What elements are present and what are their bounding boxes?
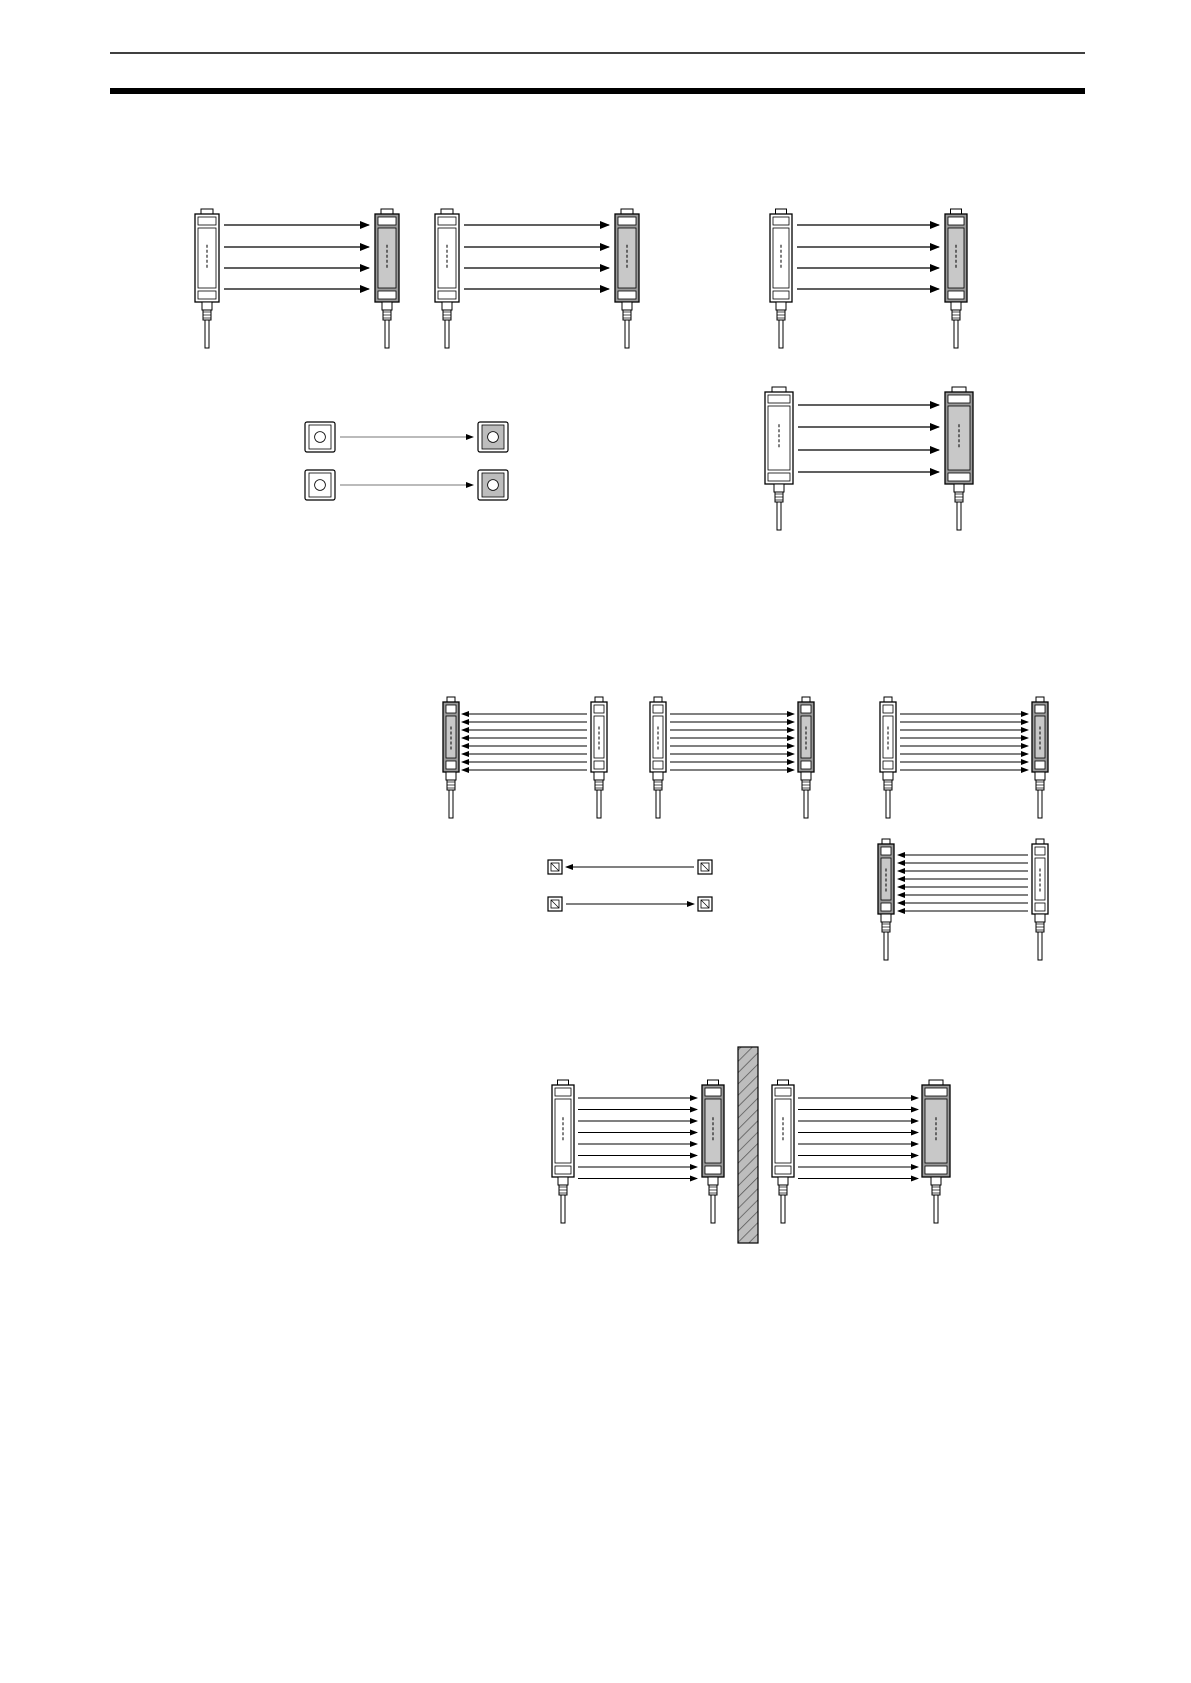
beams-lower <box>798 405 939 472</box>
separator-wall <box>738 1047 758 1243</box>
receiver-unit-b <box>615 209 639 348</box>
fig-2-two-sets-stacked <box>765 209 973 530</box>
beams-set-b <box>464 225 609 289</box>
receiver-stack-lower <box>878 839 894 960</box>
beams-pair-2 <box>670 714 794 770</box>
emitter-lower <box>765 387 793 530</box>
beams-wall-right <box>798 1098 918 1179</box>
fig-1-top-view <box>305 422 508 500</box>
fig-5-wall-separated <box>552 1047 950 1243</box>
receiver-wall-left <box>702 1080 724 1223</box>
fig-3-top-view <box>548 860 712 911</box>
fig-1-two-sets-parallel <box>195 209 639 348</box>
top-emitter-a <box>305 422 335 452</box>
receiver-wall-right <box>922 1080 950 1223</box>
top-receiver-a <box>478 422 508 452</box>
emitter-unit-a <box>195 209 219 348</box>
beams-pair-1 <box>462 714 587 770</box>
receiver-stack-upper <box>1032 697 1048 818</box>
emitter-wall-right <box>772 1080 794 1223</box>
beams-upper <box>797 225 939 289</box>
top-emitter-b <box>305 470 335 500</box>
beams-set-a <box>224 225 369 289</box>
emitter-stack-upper <box>880 697 896 818</box>
receiver-unit-a <box>375 209 399 348</box>
top-receiver-1 <box>548 860 562 874</box>
receiver-upper <box>945 209 967 348</box>
top-emitter-2 <box>548 897 562 911</box>
emitter-unit-b <box>435 209 459 348</box>
top-receiver-b <box>478 470 508 500</box>
receiver-pair-2 <box>798 697 814 818</box>
top-emitter-1 <box>698 860 712 874</box>
emitter-wall-left <box>552 1080 574 1223</box>
emitter-pair-1 <box>591 697 607 818</box>
beams-stack-lower <box>898 855 1028 911</box>
emitter-pair-2 <box>650 697 666 818</box>
beams-stack-upper <box>900 714 1028 770</box>
beams-wall-left <box>578 1098 697 1179</box>
fig-4-stacked-opposite <box>878 697 1048 960</box>
top-receiver-2 <box>698 897 712 911</box>
emitter-stack-lower <box>1032 839 1048 960</box>
receiver-pair-1 <box>443 697 459 818</box>
fig-3-opposite-direction <box>443 697 814 818</box>
receiver-lower <box>945 387 973 530</box>
emitter-upper <box>770 209 792 348</box>
